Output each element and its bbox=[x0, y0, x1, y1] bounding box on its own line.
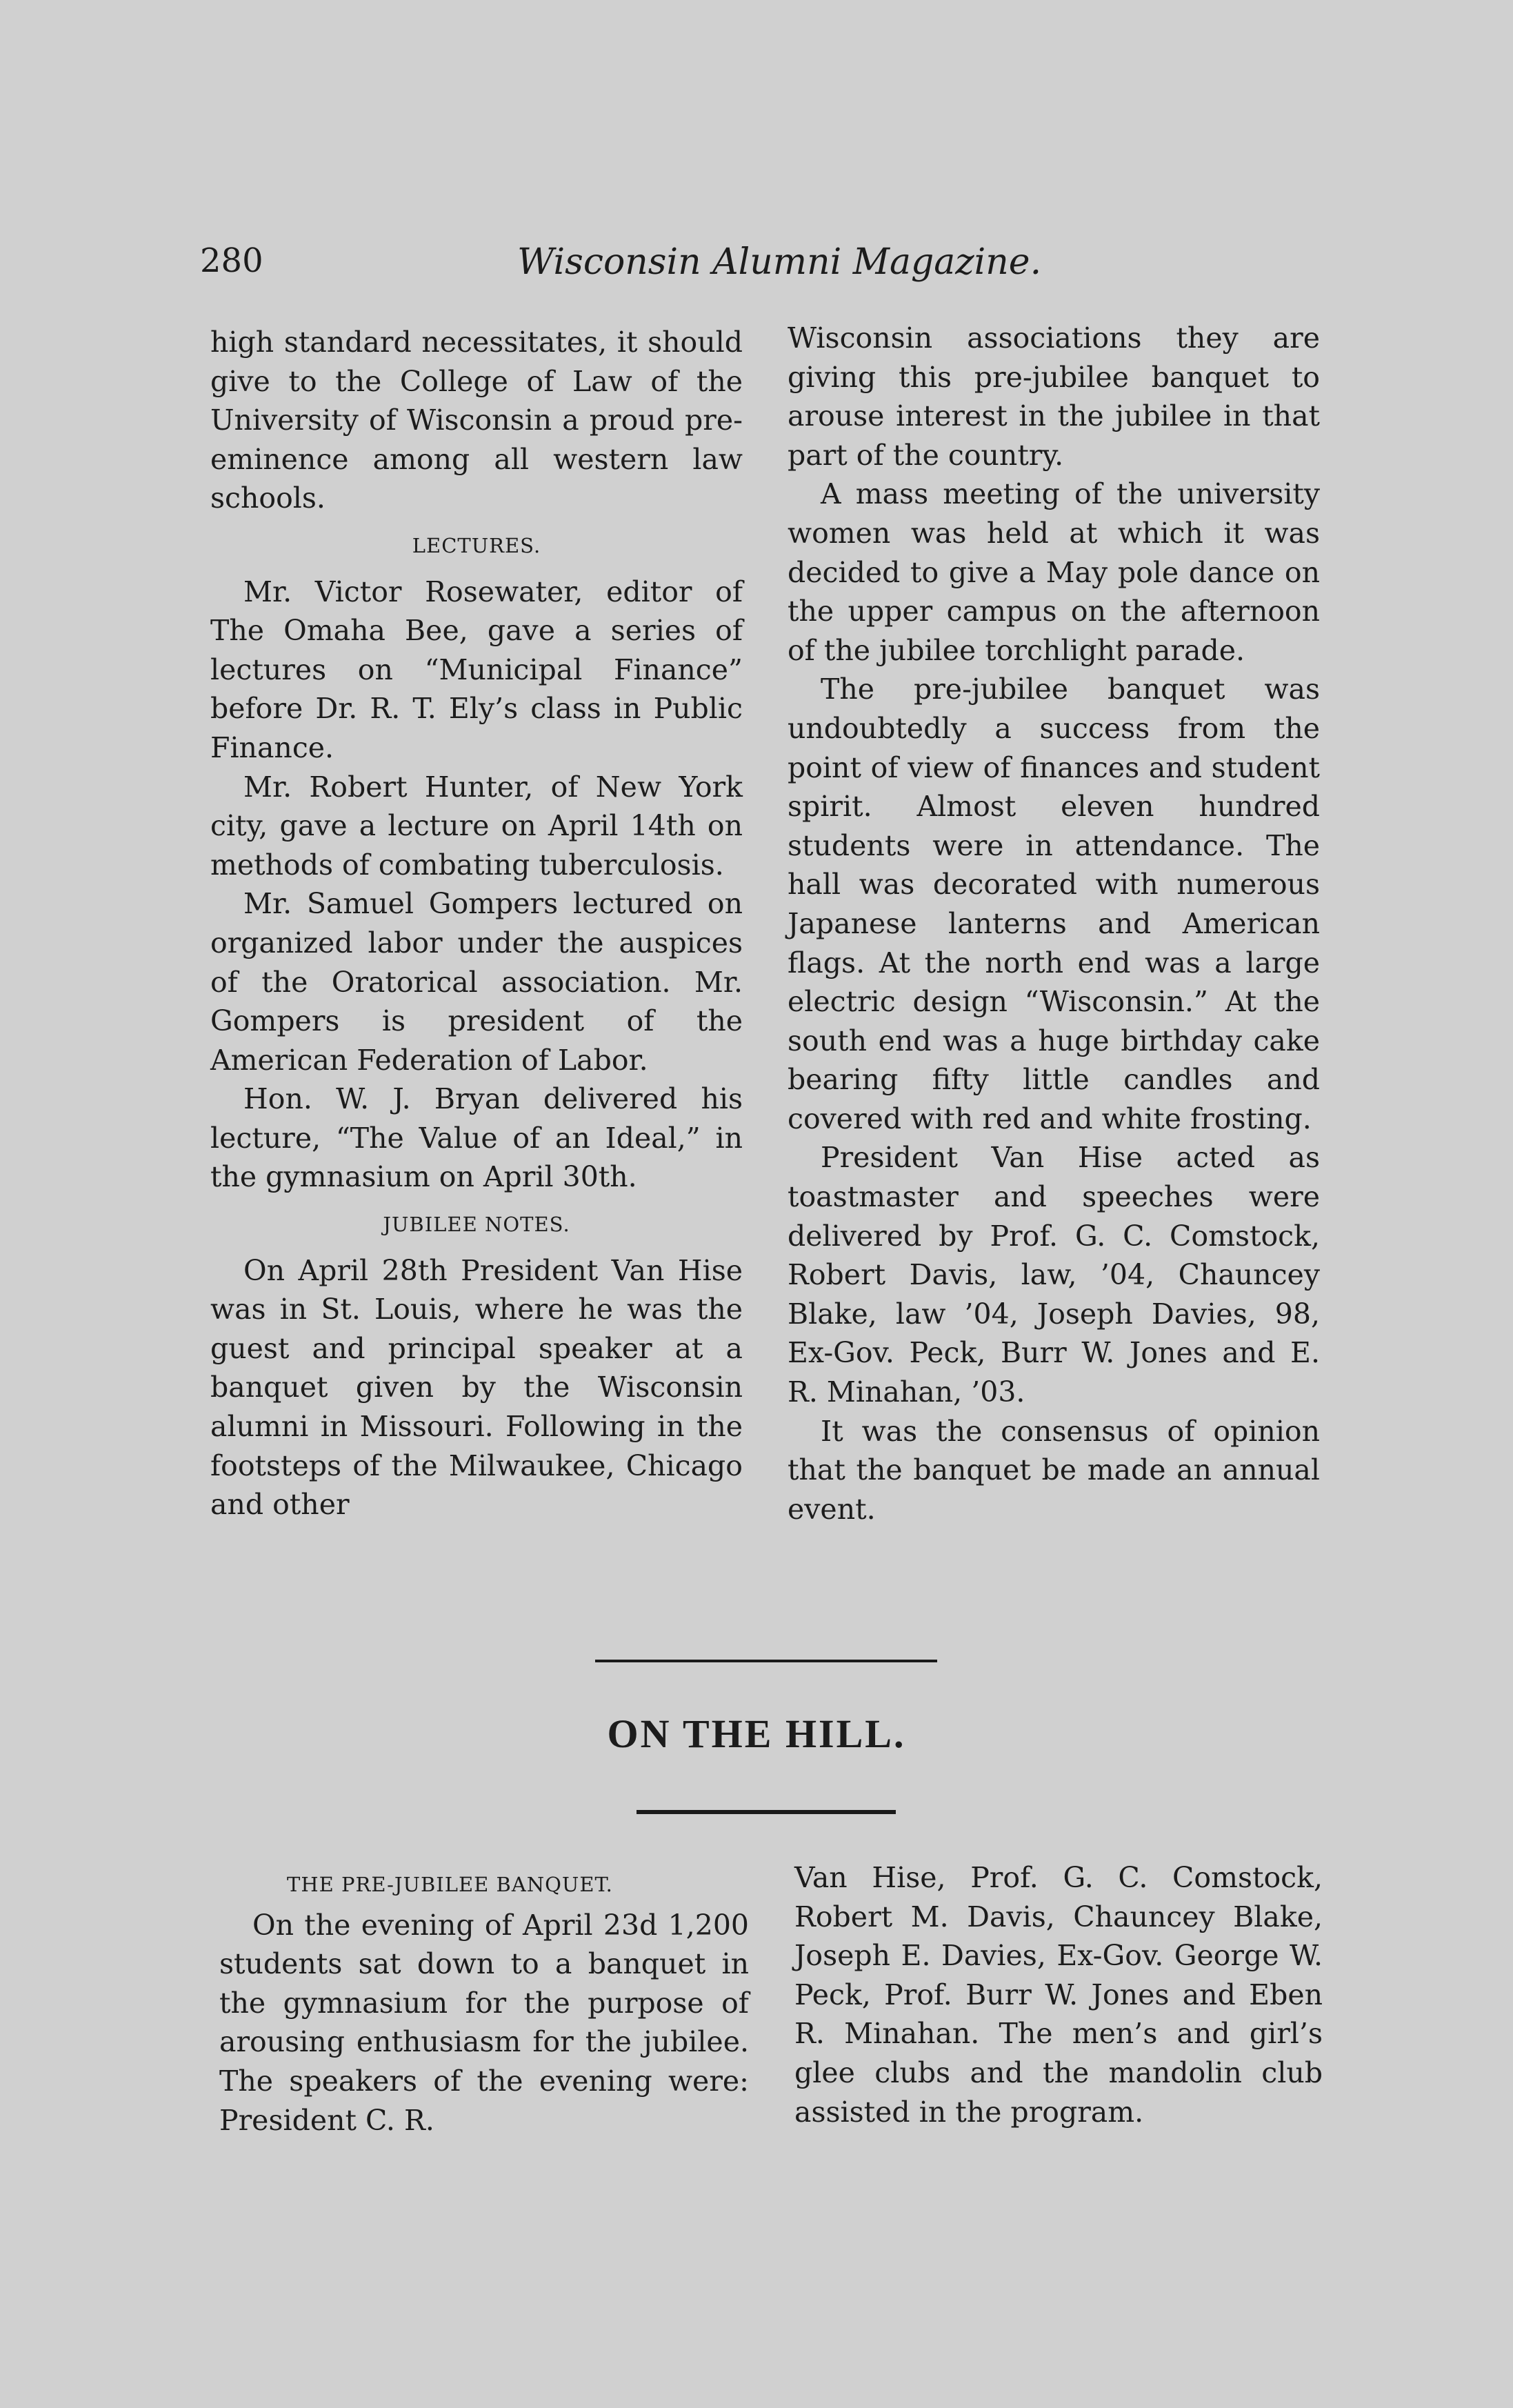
section-title: ON THE HILL. bbox=[607, 1711, 906, 1756]
top-right-column bbox=[788, 319, 1320, 1529]
jubilee-notes-heading: JUBILEE NOTES. bbox=[383, 1213, 570, 1237]
lecture-hunter: Mr. Robert Hunter, of New York city, gave a lecture on April 14th on methods of combating tuberculosis. bbox=[210, 770, 743, 882]
lectures-heading: LECTURES. bbox=[412, 533, 541, 557]
speakers-continuation: Van Hise, Prof. G. C. Comstock, Robert M. Davis, Chauncey Blake, Joseph E. Davies, Ex-Gov. George W. Peck, Prof. Burr W. Jones and Eben R. Minahan. The men’s and girl’s glee clubs and the mandolin club assisted in the program. bbox=[794, 1861, 1323, 2129]
lecture-bryan: Hon. W. J. Bryan delivered his lecture, “The Value of an Ideal,” in the gymnasium on April 30th. bbox=[210, 1082, 743, 1194]
jubilee-st-louis-paragraph: On April 28th President Van Hise was in St. Louis, where he was the guest and principal speaker at a banquet given by the Wisconsin alumni in Missouri. Following in the footsteps of the Milwaukee, Chicago and other bbox=[210, 1253, 743, 1522]
bottom-left-column bbox=[219, 1865, 749, 2140]
top-left-column bbox=[210, 323, 743, 1524]
running-title: Wisconsin Alumni Magazine. bbox=[517, 241, 1042, 283]
pre-jubilee-banquet-heading: THE PRE-JUBILEE BANQUET. bbox=[287, 1873, 613, 1896]
banquet-evening-paragraph: On the evening of April 23d 1,200 students sat down to a banquet in the gymnasium for the purpose of arousing enthusiasm for the jubilee. The speakers of the evening were: President C. R. bbox=[219, 1908, 749, 2137]
may-pole-paragraph: A mass meeting of the university women was held at which it was decided to give a May pole dance on the upper campus on the afternoon of the jubilee torchlight parade. bbox=[788, 477, 1320, 667]
toastmaster-paragraph: President Van Hise acted as toastmaster and speeches were delivered by Prof. G. C. Comstock, Robert Davis, law, ’04, Chauncey Blake, law ’04, Joseph Davies, 98, Ex-Gov. Peck, Burr W. Jones and E. R. Minahan, ’03. bbox=[788, 1141, 1320, 1409]
annual-event-paragraph: It was the consensus of opinion that the banquet be made an annual event. bbox=[788, 1414, 1320, 1526]
top-divider-rule bbox=[595, 1660, 937, 1662]
page-number: 280 bbox=[200, 241, 263, 280]
law-school-paragraph: high standard necessitates, it should give to the College of Law of the University of Wisconsin a proud pre-eminence among all western law schools. bbox=[210, 326, 743, 515]
lecture-rosewater: Mr. Victor Rosewater, editor of The Omaha Bee, gave a series of lectures on “Municipal Finance” before Dr. R. T. Ely’s class in Public Finance. bbox=[210, 575, 743, 764]
lecture-gompers: Mr. Samuel Gompers lectured on organized labor under the auspices of the Oratorical association. Mr. Gompers is president of the American Federation of Labor. bbox=[210, 887, 743, 1077]
page-header bbox=[200, 241, 1048, 290]
jubilee-continuation: Wisconsin associations they are giving this pre-jubilee banquet to arouse interest in the jubilee in that part of the country. bbox=[788, 321, 1320, 472]
bottom-right-column bbox=[794, 1858, 1323, 2131]
bottom-divider-rule bbox=[637, 1810, 896, 1814]
banquet-success-paragraph: The pre-jubilee banquet was undoubtedly a success from the point of view of finances and student spirit. Almost eleven hundred students were in attendance. The hall was decorated with numerous Japanese lanterns and American flags. At the north end was a large electric design “Wisconsin.” At the south end was a huge birthday cake bearing fifty little candles and covered with red and white frosting. bbox=[788, 673, 1320, 1135]
